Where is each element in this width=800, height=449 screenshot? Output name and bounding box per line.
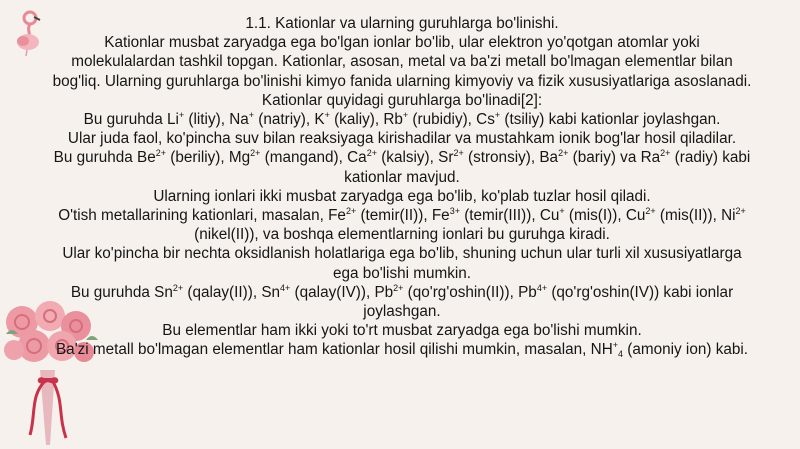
intro-paragraph: Kationlar musbat zaryadga ega bo'lgan ionlar bo'lib, ular elektron yo'qotgan atomlar yoki molekulalardan tashkil topgan. Kationlar, asosan, metal va ba'zi metall bo'lmagan elementlar bilan bog'liq. Ularning guruhlarga bo'linishi kimyo fanida ularning kimyoviy va fizik xususiyatlariga asoslanadi. Kationlar quyidagi guruhlarga bo'linadi[2]: xyxy=(52,34,752,109)
slide-content xyxy=(52,14,752,360)
flamingo-decoration-icon xyxy=(6,6,52,56)
group4-note: Bu elementlar ham ikki yoki to'rt musbat zaryadga ega bo'lishi mumkin. xyxy=(162,322,642,340)
group1-note: Ular juda faol, ko'pincha suv bilan reaksiyaga kirishadilar va mustahkam ionik bog'lar hosil qiladilar. xyxy=(67,130,737,148)
group2-paragraph: Bu guruhda $Be^{2+}$ (beriliy), $Mg^{2+}$ (mangand), $Ca^{2+}$ (kalsiy), $Sr^{2+}$ (stronsiy), $Ba^{2+}$ (bariy) va $Ra^{2+}$ (radiy) kabi kationlar mavjud. xyxy=(53,148,751,186)
group5-paragraph: Ba'zi metall bo'lmagan elementlar ham kationlar hosil qilishi mumkin, masalan, $NH^+_4$ (amoniy ion) kabi. xyxy=(55,340,749,360)
group1-paragraph: Bu guruhda Li+ (litiy), Na+ (natriy), K+ (kaliy), Rb+ (rubidiy), Cs+ (tsiliy) kabi kationlar joylashgan. xyxy=(83,110,721,129)
group3-note: Ular ko'pincha bir nechta oksidlanish holatlariga ega bo'lib, shuning uchun ular turli xil xususiyatlarga ega bo'lishi mumkin. xyxy=(62,245,742,282)
group3-paragraph: O'tish metallarining kationlari, masalan, $Fe^{2+}$ (temir(II)), $Fe^{3+}$ (temir(III)), Cu+ (mis(I)), $Cu^{2+}$ (mis(II)), $Ni^{2+}$ (nikel(II)), va boshqa elementlarning ionlari bu guruhga kiradi. xyxy=(58,206,746,244)
group2-note: Ularning ionlari ikki musbat zaryadga ega bo'lib, ko'plab tuzlar hosil qiladi. xyxy=(153,187,651,205)
slide-title: 1.1. Kationlar va ularning guruhlarga bo'linishi. xyxy=(245,15,559,32)
group4-paragraph: Bu guruhda $Sn^{2+}$ (qalay(II)), $Sn^{4+}$ (qalay(IV)), $Pb^{2+}$ (qo'rg'oshin(II)), $Pb^{4+}$ (qo'rg'oshin(IV)) kabi ionlar joylashgan. xyxy=(70,282,734,321)
